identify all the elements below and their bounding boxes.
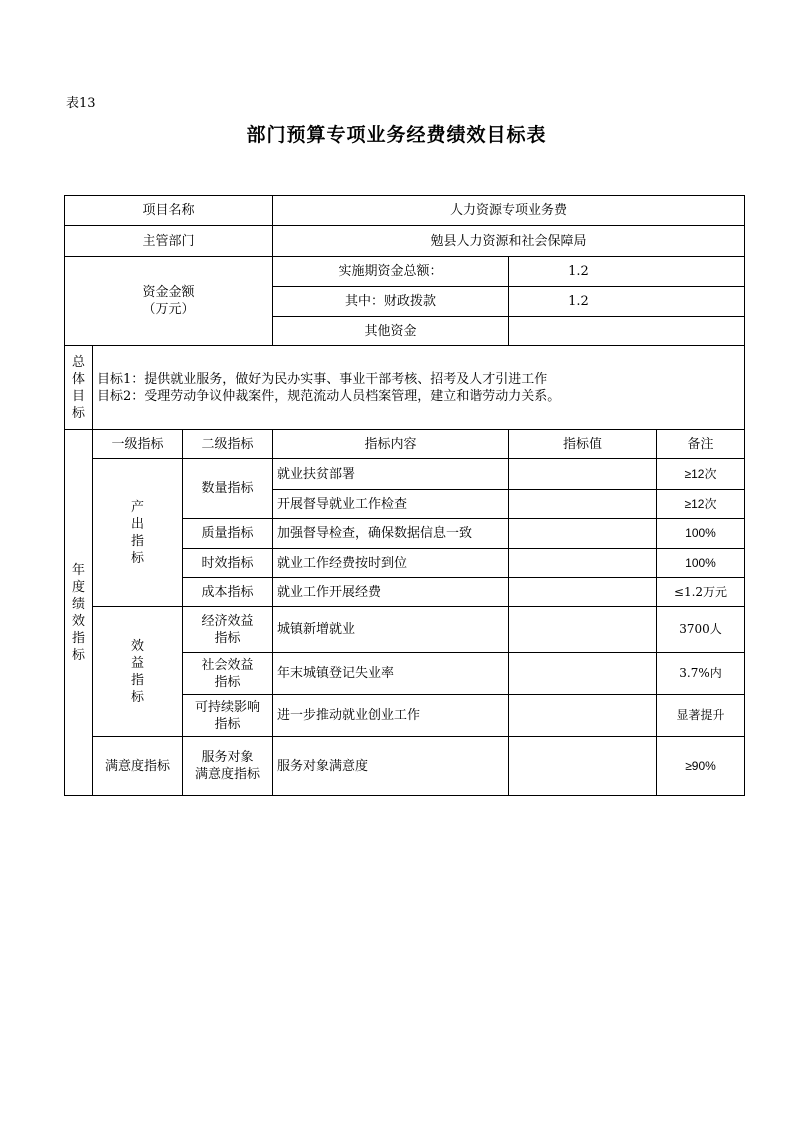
benefit-label-char: 指	[130, 672, 144, 688]
sustainability-label-line2: 指标	[214, 716, 241, 732]
overall-label-char: 标	[71, 405, 85, 421]
indicator-value	[509, 737, 657, 796]
funds-other-label: 其他资金	[273, 317, 509, 346]
indicator-header-row	[65, 430, 745, 459]
indicator-content: 服务对象满意度	[273, 737, 509, 796]
funds-total-value: 1.2	[509, 257, 745, 287]
indicator-note: 显著提升	[657, 695, 745, 737]
benefit-indicator-label	[93, 607, 183, 737]
department-value: 勉县人力资源和社会保障局	[273, 226, 745, 257]
indicator-value	[509, 607, 657, 653]
sustainability-label-line1: 可持续影响	[194, 699, 260, 715]
indicator-content: 就业扶贫部署	[273, 459, 509, 490]
funds-total-label: 实施期资金总额：	[273, 257, 509, 287]
annual-indicator-label	[65, 430, 93, 796]
funds-label-line2: （万元）	[142, 302, 195, 317]
col-value: 指标值	[509, 430, 657, 459]
indicator-value	[509, 519, 657, 549]
annual-label-char: 指	[71, 630, 85, 646]
funds-total-row	[65, 257, 745, 287]
social-benefit-label	[183, 653, 273, 695]
page-title: 部门预算专项业务经费绩效目标表	[246, 124, 547, 146]
indicator-note: ≥12次	[657, 459, 745, 490]
economic-benefit-label	[183, 607, 273, 653]
indicator-content: 进一步推动就业创业工作	[273, 695, 509, 737]
indicator-value	[509, 459, 657, 490]
indicator-note: 3.7%内	[657, 653, 745, 695]
indicator-value	[509, 549, 657, 578]
indicator-note: ≥12次	[657, 490, 745, 519]
funds-fiscal-value: 1.2	[509, 287, 745, 317]
output-label-char: 产	[130, 499, 144, 515]
indicator-content: 开展督导就业工作检查	[273, 490, 509, 519]
annual-label-char: 年	[71, 562, 85, 578]
col-level1: 一级指标	[93, 430, 183, 459]
indicator-value	[509, 653, 657, 695]
indicator-value	[509, 578, 657, 607]
table-number: 表13	[66, 96, 96, 111]
project-name-row	[65, 196, 745, 226]
sustainability-label	[183, 695, 273, 737]
indicator-note: ≤1.2万元	[657, 578, 745, 607]
col-note: 备注	[657, 430, 745, 459]
output-label-char: 指	[130, 533, 144, 549]
annual-label-char: 度	[71, 579, 85, 595]
indicator-content: 加强督导检查，确保数据信息一致	[273, 519, 509, 549]
table-row	[65, 737, 745, 796]
annual-label-char: 绩	[71, 596, 85, 612]
service-satisfaction-label	[183, 737, 273, 796]
indicator-note: ≥90%	[657, 737, 745, 796]
indicator-note: 3700人	[657, 607, 745, 653]
annual-label-char: 效	[71, 613, 85, 629]
overall-goal-text	[93, 346, 745, 430]
col-content: 指标内容	[273, 430, 509, 459]
output-label-char: 标	[130, 550, 144, 566]
funds-other-value	[509, 317, 745, 346]
output-label-char: 出	[130, 516, 144, 532]
economic-benefit-label-line1: 经济效益	[201, 613, 254, 629]
performance-target-table	[64, 195, 745, 796]
social-benefit-label-line2: 指标	[214, 674, 241, 690]
indicator-value	[509, 695, 657, 737]
project-name-value: 人力资源专项业务费	[273, 196, 745, 226]
social-benefit-label-line1: 社会效益	[201, 657, 254, 673]
overall-goal-row	[65, 346, 745, 430]
service-satisfaction-label-line2: 满意度指标	[194, 767, 260, 782]
annual-label-char: 标	[71, 647, 85, 663]
output-indicator-label	[93, 459, 183, 607]
benefit-label-char: 效	[130, 638, 144, 654]
service-satisfaction-label-line1: 服务对象	[201, 750, 254, 765]
goal-2: 目标2：受理劳动争议仲裁案件，规范流动人员档案管理，建立和谐劳动力关系。	[97, 388, 561, 404]
goal-1: 目标1：提供就业服务，做好为民办实事、事业干部考核、招考及人才引进工作	[97, 371, 548, 387]
indicator-note: 100%	[657, 519, 745, 549]
indicator-content: 就业工作经费按时到位	[273, 549, 509, 578]
benefit-label-char: 标	[130, 689, 144, 705]
funds-label-line1: 资金金额	[142, 285, 195, 300]
indicator-content: 年末城镇登记失业率	[273, 653, 509, 695]
project-name-label: 项目名称	[65, 196, 273, 226]
overall-label-char: 总	[71, 354, 85, 370]
indicator-content: 就业工作开展经费	[273, 578, 509, 607]
funds-fiscal-label: 其中：财政拨款	[273, 287, 509, 317]
department-label: 主管部门	[65, 226, 273, 257]
quality-indicator-label: 质量指标	[183, 519, 273, 549]
timeliness-indicator-label: 时效指标	[183, 549, 273, 578]
indicator-content: 城镇新增就业	[273, 607, 509, 653]
department-row	[65, 226, 745, 257]
funds-label	[65, 257, 273, 346]
indicator-note: 100%	[657, 549, 745, 578]
cost-indicator-label: 成本指标	[183, 578, 273, 607]
overall-goal-label	[65, 346, 93, 430]
economic-benefit-label-line2: 指标	[214, 630, 241, 646]
col-level2: 二级指标	[183, 430, 273, 459]
table-row	[65, 459, 745, 490]
overall-label-char: 目	[71, 388, 85, 404]
satisfaction-indicator-label: 满意度指标	[93, 737, 183, 796]
table-row	[65, 607, 745, 653]
indicator-value	[509, 490, 657, 519]
overall-label-char: 体	[71, 371, 85, 387]
quantity-indicator-label: 数量指标	[183, 459, 273, 519]
benefit-label-char: 益	[130, 655, 144, 671]
